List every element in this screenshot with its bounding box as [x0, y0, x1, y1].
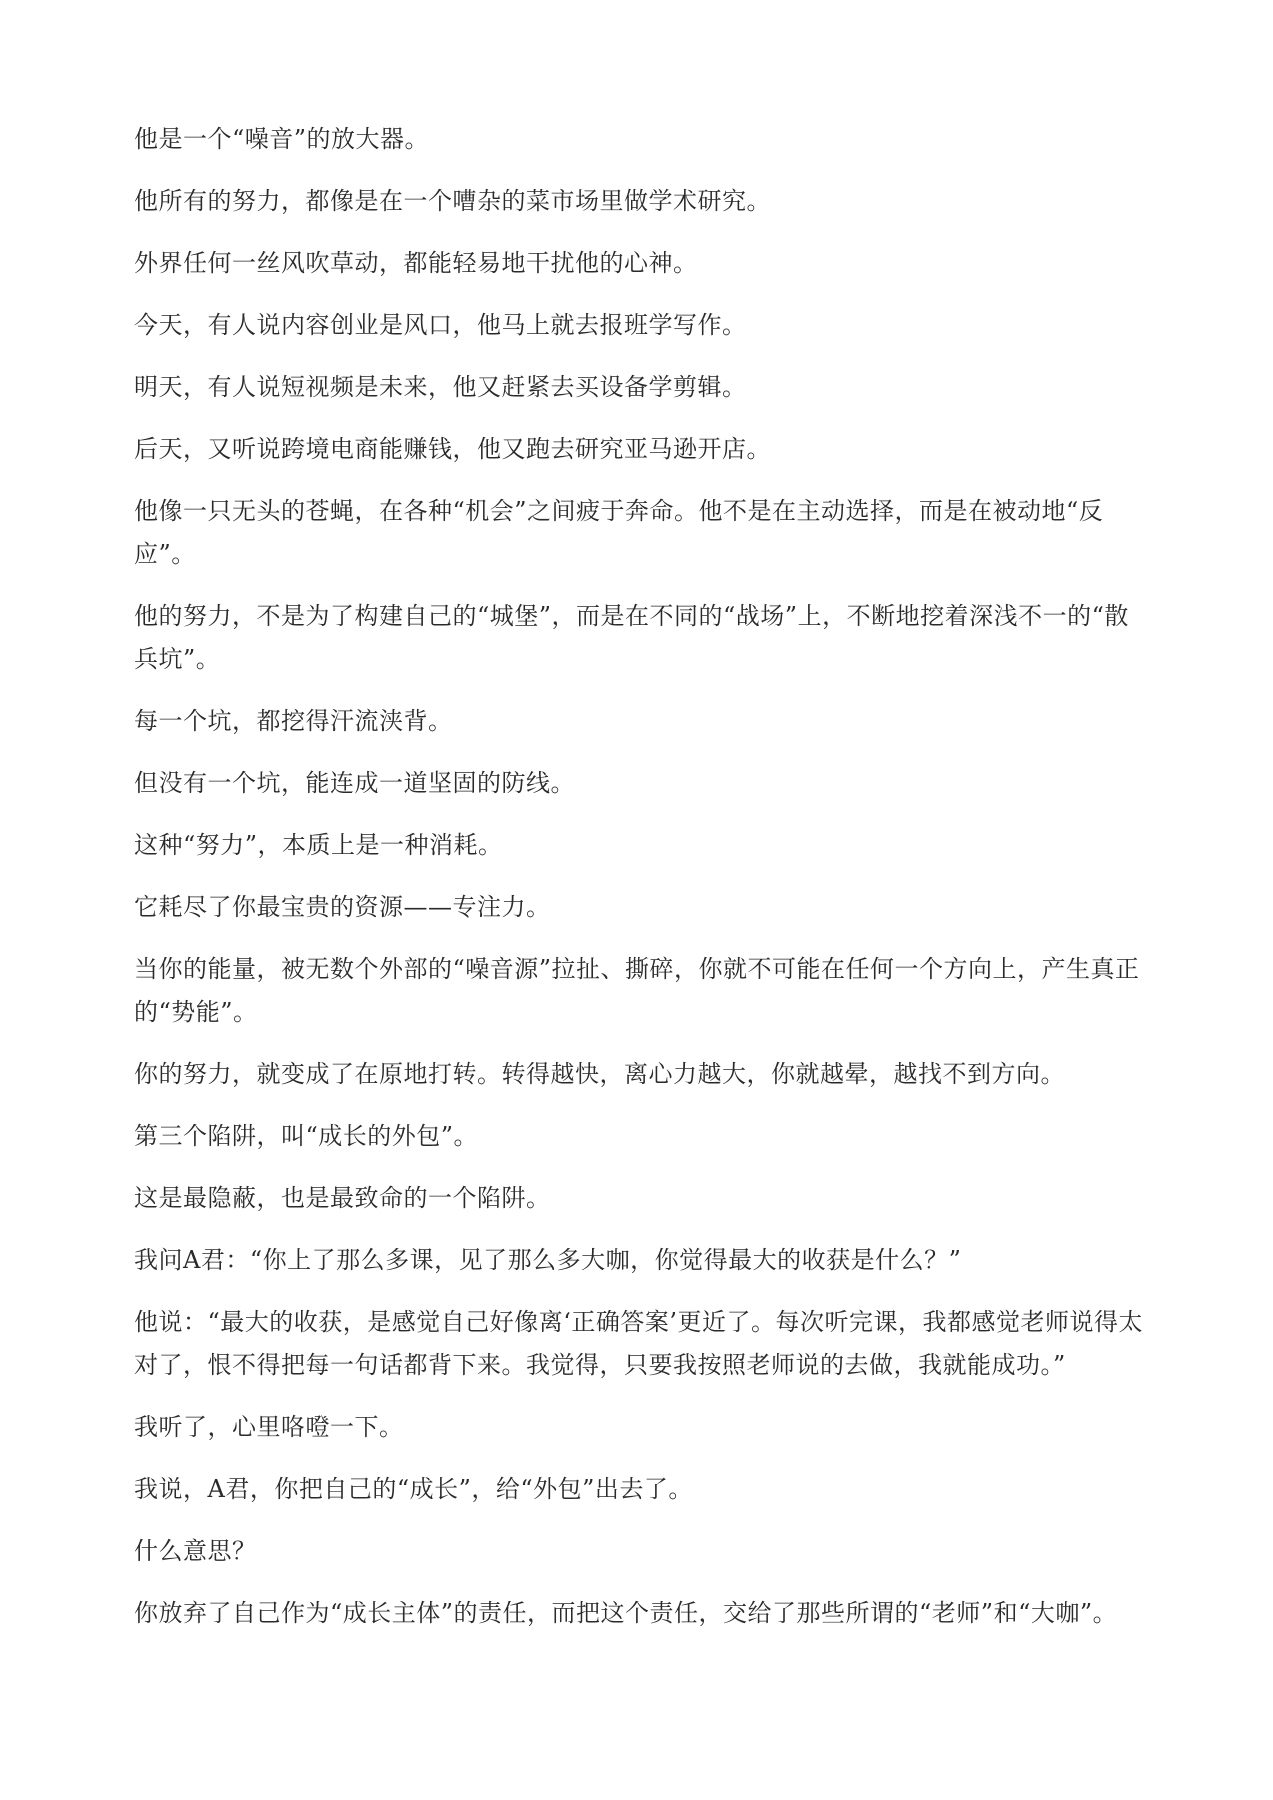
paragraph: 我听了，心里咯噔一下。 [134, 1413, 404, 1441]
paragraph: 外界任何一丝风吹草动，都能轻易地干扰他的心神。 [134, 249, 698, 277]
paragraph: 这是最隐蔽，也是最致命的一个陷阱。 [134, 1184, 551, 1212]
paragraph: 你放弃了自己作为“成长主体”的责任，而把这个责任，交给了那些所谓的“老师”和“大咖”。 [134, 1599, 1118, 1627]
paragraph: 你的努力，就变成了在原地打转。转得越快，离心力越大，你就越晕，越找不到方向。 [134, 1060, 1065, 1088]
paragraph: 后天，又听说跨境电商能赚钱，他又跑去研究亚马逊开店。 [134, 435, 771, 463]
paragraph: 他的努力，不是为了构建自己的“城堡”，而是在不同的“战场”上，不断地挖着深浅不一的“散兵坑”。 [134, 602, 1129, 673]
paragraph: 这种“努力”，本质上是一种消耗。 [134, 831, 503, 859]
paragraph: 每一个坑，都挖得汗流浃背。 [134, 707, 453, 735]
paragraph: 他所有的努力，都像是在一个嘈杂的菜市场里做学术研究。 [134, 187, 771, 215]
paragraph: 他说：“最大的收获，是感觉自己好像离‘正确答案’更近了。每次听完课，我都感觉老师说得太对了，恨不得把每一句话都背下来。我觉得，只要我按照老师说的去做，我就能成功。” [134, 1308, 1144, 1379]
paragraph: 我问A君：“你上了那么多课，见了那么多大咖，你觉得最大的收获是什么？” [134, 1246, 962, 1274]
paragraph: 今天，有人说内容创业是风口，他马上就去报班学写作。 [134, 311, 747, 339]
paragraph: 明天，有人说短视频是未来，他又赶紧去买设备学剪辑。 [134, 373, 747, 401]
paragraph: 当你的能量，被无数个外部的“噪音源”拉扯、撕碎，你就不可能在任何一个方向上，产生真正的“势能”。 [134, 955, 1140, 1026]
paragraph: 我说，A君，你把自己的“成长”，给“外包”出去了。 [134, 1475, 693, 1503]
paragraph: 第三个陷阱，叫“成长的外包”。 [134, 1122, 479, 1150]
article-body [134, 118, 1144, 1654]
paragraph: 它耗尽了你最宝贵的资源——专注力。 [134, 893, 551, 921]
paragraph: 什么意思？ [134, 1537, 257, 1565]
paragraph: 但没有一个坑，能连成一道坚固的防线。 [134, 769, 575, 797]
paragraph: 他像一只无头的苍蝇，在各种“机会”之间疲于奔命。他不是在主动选择，而是在被动地“反应”。 [134, 497, 1104, 568]
paragraph: 他是一个“噪音”的放大器。 [134, 125, 430, 153]
